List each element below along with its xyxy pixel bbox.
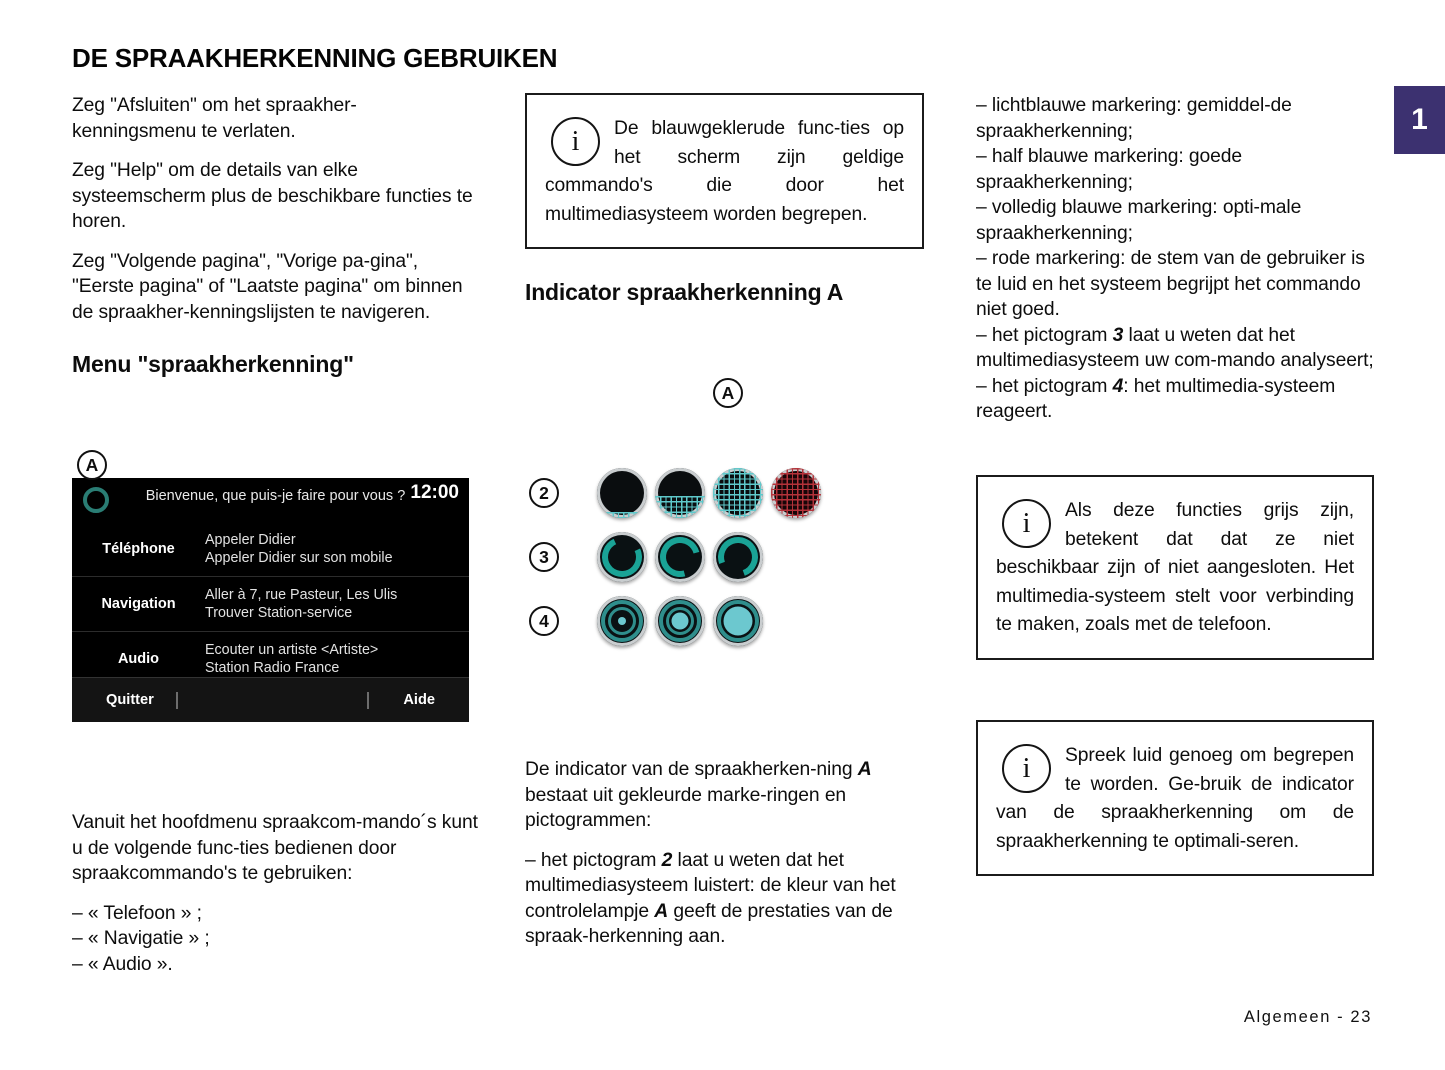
screen-row-value-1: Aller à 7, rue Pasteur, Les Ulis bbox=[205, 587, 398, 603]
lamp-spinner-phase-3 bbox=[713, 532, 763, 582]
lamp-level-half bbox=[655, 468, 705, 518]
info-icon: i bbox=[551, 117, 600, 166]
screen-row-value-2: Appeler Didier sur son mobile bbox=[205, 550, 393, 566]
right-b3-part-a: – het pictogram bbox=[976, 324, 1113, 346]
right-b4-emphasis: 4 bbox=[1112, 375, 1124, 397]
voice-indicator-figure bbox=[525, 378, 925, 638]
screen-row-values bbox=[205, 641, 378, 677]
left-paragraph-1: Zeg "Afsluiten" om het spraakher-kenningsmenu te verlaten. bbox=[72, 95, 357, 142]
right-b3-part-b: laat u weten dat het multimediasysteem uw com-mando analyseert; bbox=[976, 324, 1374, 371]
info-box-speak-loud bbox=[976, 720, 1374, 876]
lamp-pulse-large bbox=[713, 596, 763, 646]
info-box-grey-functions bbox=[976, 475, 1374, 660]
right-b3-emphasis: 3 bbox=[1112, 324, 1124, 346]
left-section-heading: Menu "spraakherkenning" bbox=[72, 351, 354, 377]
callout-badge-2: 2 bbox=[529, 478, 559, 508]
middle-p1-part-a: De indicator van de spraakherken-ning bbox=[525, 759, 858, 780]
middle-paragraph-2 bbox=[525, 848, 924, 950]
indicator-row-2 bbox=[525, 461, 829, 525]
screen-quit-button[interactable]: Quitter bbox=[106, 692, 154, 708]
screen-row-label: Navigation bbox=[101, 596, 176, 612]
lamp-spinner-phase-1 bbox=[597, 532, 647, 582]
left-bullet-navigatie: – « Navigatie » ; bbox=[72, 928, 210, 949]
screen-bottom-bar bbox=[72, 677, 469, 722]
info-icon: i bbox=[1002, 744, 1051, 793]
info-box-text: Als deze functies grijs zijn, betekent dat dat ze niet beschikbaar zijn of niet aangesloten. Het multimedia-systeem stelt voor verbinding te maken, zoals met de telefoon. bbox=[996, 500, 1354, 635]
indicator-row-4 bbox=[525, 589, 829, 653]
right-bullet-pictogram-3 bbox=[976, 323, 1376, 374]
screen-row-value-1: Ecouter un artiste <Artiste> bbox=[205, 642, 379, 658]
middle-p2-emphasis-2: 2 bbox=[661, 849, 673, 871]
indicator-row-3 bbox=[525, 525, 829, 589]
middle-section-heading: Indicator spraakherkenning A bbox=[525, 279, 844, 305]
screen-clock: 12:00 bbox=[410, 482, 459, 503]
screen-row-navigation[interactable] bbox=[72, 576, 469, 631]
screen-row-values bbox=[205, 531, 393, 567]
info-box-grey-functions-wrapper bbox=[976, 475, 1374, 660]
page-title: DE SPRAAKHERKENNING GEBRUIKEN bbox=[72, 43, 558, 73]
screen-row-values bbox=[205, 586, 397, 622]
screen-row-value-1: Appeler Didier bbox=[205, 532, 296, 548]
chapter-tab-number: 1 bbox=[1394, 86, 1445, 154]
lamp-level-empty bbox=[597, 468, 647, 518]
screen-row-value-2: Station Radio France bbox=[205, 660, 340, 676]
left-paragraph-2: Zeg "Help" om de details van elke systeemscherm plus de beschikbare functies te horen. bbox=[72, 160, 473, 232]
callout-badge-4: 4 bbox=[529, 606, 559, 636]
right-bullet-red: – rode markering: de stem van de gebruiker is te luid en het systeem begrijpt het commando niet goed. bbox=[976, 248, 1365, 320]
middle-p2-part-c: geeft de prestaties van de spraak-herkenning aan. bbox=[525, 900, 893, 947]
middle-paragraph-1 bbox=[525, 757, 924, 834]
right-bullet-half-blue: – half blauwe markering: goede spraakherkenning; bbox=[976, 146, 1243, 193]
callout-badge-a-indicator: A bbox=[713, 378, 743, 408]
screen-divider-right bbox=[367, 692, 369, 709]
left-bottom-intro: Vanuit het hoofdmenu spraakcom-mando´s kunt u de volgende func-ties bedienen door spraakcommando's te gebruiken: bbox=[72, 812, 478, 884]
middle-p2-emphasis-a: A bbox=[654, 900, 669, 922]
screen-divider-left bbox=[176, 692, 178, 709]
multimedia-screen bbox=[72, 478, 469, 722]
callout-badge-3: 3 bbox=[529, 542, 559, 572]
middle-p1-emphasis: A bbox=[857, 759, 872, 780]
lamp-level-full bbox=[713, 468, 763, 518]
right-column bbox=[976, 93, 1376, 425]
screen-welcome-text: Bienvenue, que puis-je faire pour vous ? bbox=[145, 488, 406, 504]
info-box-text: De blauwgeklerude func-ties op het scherm zijn geldige commando's die door het multimediasysteem worden begrepen. bbox=[545, 118, 904, 225]
screen-command-list bbox=[72, 522, 469, 686]
middle-p1-part-b: bestaat uit gekleurde marke-ringen en pictogrammen: bbox=[525, 784, 847, 831]
left-bullet-audio: – « Audio ». bbox=[72, 953, 173, 975]
right-bullet-pictogram-4 bbox=[976, 374, 1376, 425]
middle-bottom-text bbox=[525, 757, 924, 964]
right-b4-part-a: – het pictogram bbox=[976, 375, 1113, 397]
right-b4-part-b: : het multimedia-systeem reageert. bbox=[976, 375, 1336, 422]
left-bullet-telefoon: – « Telefoon » ; bbox=[72, 902, 202, 924]
left-column bbox=[72, 93, 478, 378]
screen-row-label: Audio bbox=[117, 651, 160, 667]
info-box-blue-functions bbox=[525, 93, 924, 249]
indicator-rows bbox=[525, 461, 829, 653]
right-bullet-light-blue: – lichtblauwe markering: gemiddel-de spraakherkenning; bbox=[976, 95, 1292, 142]
lamp-pulse-medium bbox=[655, 596, 705, 646]
right-bullet-full-blue: – volledig blauwe markering: opti-male spraakherkenning; bbox=[976, 197, 1302, 244]
lamp-spinner-phase-2 bbox=[655, 532, 705, 582]
lamp-pulse-small bbox=[597, 596, 647, 646]
page-footer: Algemeen - 23 bbox=[1243, 1008, 1372, 1026]
info-icon: i bbox=[1002, 499, 1051, 548]
middle-column bbox=[525, 93, 924, 306]
lamp-level-too-loud bbox=[771, 468, 821, 518]
screen-row-telephone[interactable] bbox=[72, 522, 469, 576]
callout-badge-a: A bbox=[77, 450, 107, 480]
left-bottom-text bbox=[72, 810, 478, 977]
info-box-text: Spreek luid genoeg om begrepen te worden. Ge-bruik de indicator van de spraakherkenning om de spraakherkenning te optimali-seren. bbox=[996, 745, 1354, 852]
screen-help-button[interactable]: Aide bbox=[403, 692, 435, 708]
info-box-speak-loud-wrapper bbox=[976, 720, 1374, 876]
middle-p2-part-b: laat u weten dat het multimediasysteem luistert: de kleur van het controlelampje bbox=[525, 849, 896, 922]
screen-row-label: Téléphone bbox=[102, 541, 175, 557]
middle-p2-part-a: – het pictogram bbox=[525, 849, 662, 871]
screen-row-value-2: Trouver Station-service bbox=[205, 605, 353, 621]
left-paragraph-3: Zeg "Volgende pagina", "Vorige pa-gina", "Eerste pagina" of "Laatste pagina" om binnen de spraakher-kenningslijsten te navigeren. bbox=[72, 250, 463, 323]
